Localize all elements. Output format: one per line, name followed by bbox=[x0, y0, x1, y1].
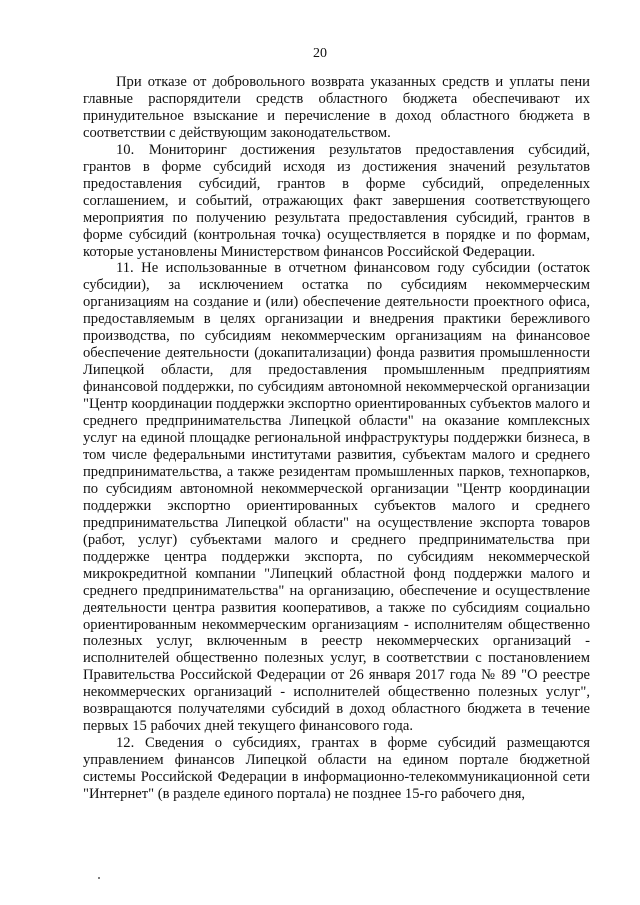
paragraph-refund-enforcement: При отказе от добровольного возврата указанных средств и уплаты пени главные распорядители средств областного бюджета обеспечивают их принудительное взыскание и перечисление в доход областного бюджета в соответствии с действующим законодательством. bbox=[83, 74, 590, 141]
paragraph-10-monitoring: 10. Мониторинг достижения результатов предоставления субсидий, грантов в форме субсидий исходя из достижения значений результатов предоставления субсидий, грантов в форме субсидий, определенных соглашением, и событий, отражающих факт завершения соответствующего мероприятия по получению результата предоставления субсидий, грантов в форме субсидий (контрольная точка) осуществляется в порядке и по формам, которые установлены Министерством финансов Российской Федерации. bbox=[83, 141, 590, 260]
scan-speck bbox=[98, 877, 100, 879]
document-body bbox=[83, 74, 590, 803]
paragraph-12-subsidy-information: 12. Сведения о субсидиях, грантах в форме субсидий размещаются управлением финансов Липецкой области на едином портале бюджетной системы Российской Федерации в информационно-телекоммуникационной сети "Интернет" (в разделе единого портала) не позднее 15-го рабочего дня, bbox=[83, 735, 590, 803]
page-number: 20 bbox=[313, 46, 327, 61]
paragraph-11-unused-subsidies: 11. Не использованные в отчетном финансовом году субсидии (остаток субсидии), за исключением остатка по субсидиям некоммерческим организациям на создание и (или) обеспечение деятельности проектного офиса, предоставляемым в целях организации и внедрения практики бережливого производства, по субсидиям некоммерческим организациям на финансовое обеспечение деятельности (докапитализации) фонда развития промышленности Липецкой области, для предоставления промышленным предприятиям финансовой поддержки, по субсидиям автономной некоммерческой организации "Центр координации поддержки экспортно ориентированных субъектов малого и среднего предпринимательства Липецкой области" на оказание комплексных услуг на единой площадке региональной инфраструктуры поддержки бизнеса, в том числе федеральными институтами развития, субъектам малого и среднего предпринимательства, а также резидентам промышленных парков, технопарков, по субсидиям автономной некоммерческой организации "Центр координации поддержки экспортно ориентированных субъектов малого и среднего предпринимательства Липецкой области" на осуществление экспорта товаров (работ, услуг) субъектами малого и среднего предпринимательства при поддержке центра поддержки экспорта, по субсидиям некоммерческой микрокредитной компании "Липецкий областной фонд поддержки малого и среднего предпринимательства" на организацию, обеспечение и осуществление деятельности центра развития кооперативов, а также по субсидиям социально ориентированным некоммерческим организациям - исполнителям общественно полезных услуг, включенным в реестр некоммерческих организаций - исполнителей общественно полезных услуг, в соответствии с постановлением Правительства Российской Федерации от 26 января 2017 года № 89 "О реестре некоммерческих организаций - исполнителей общественно полезных услуг", возвращаются получателями субсидий в доход областного бюджета в течение первых 15 рабочих дней текущего финансового года. bbox=[83, 260, 590, 735]
